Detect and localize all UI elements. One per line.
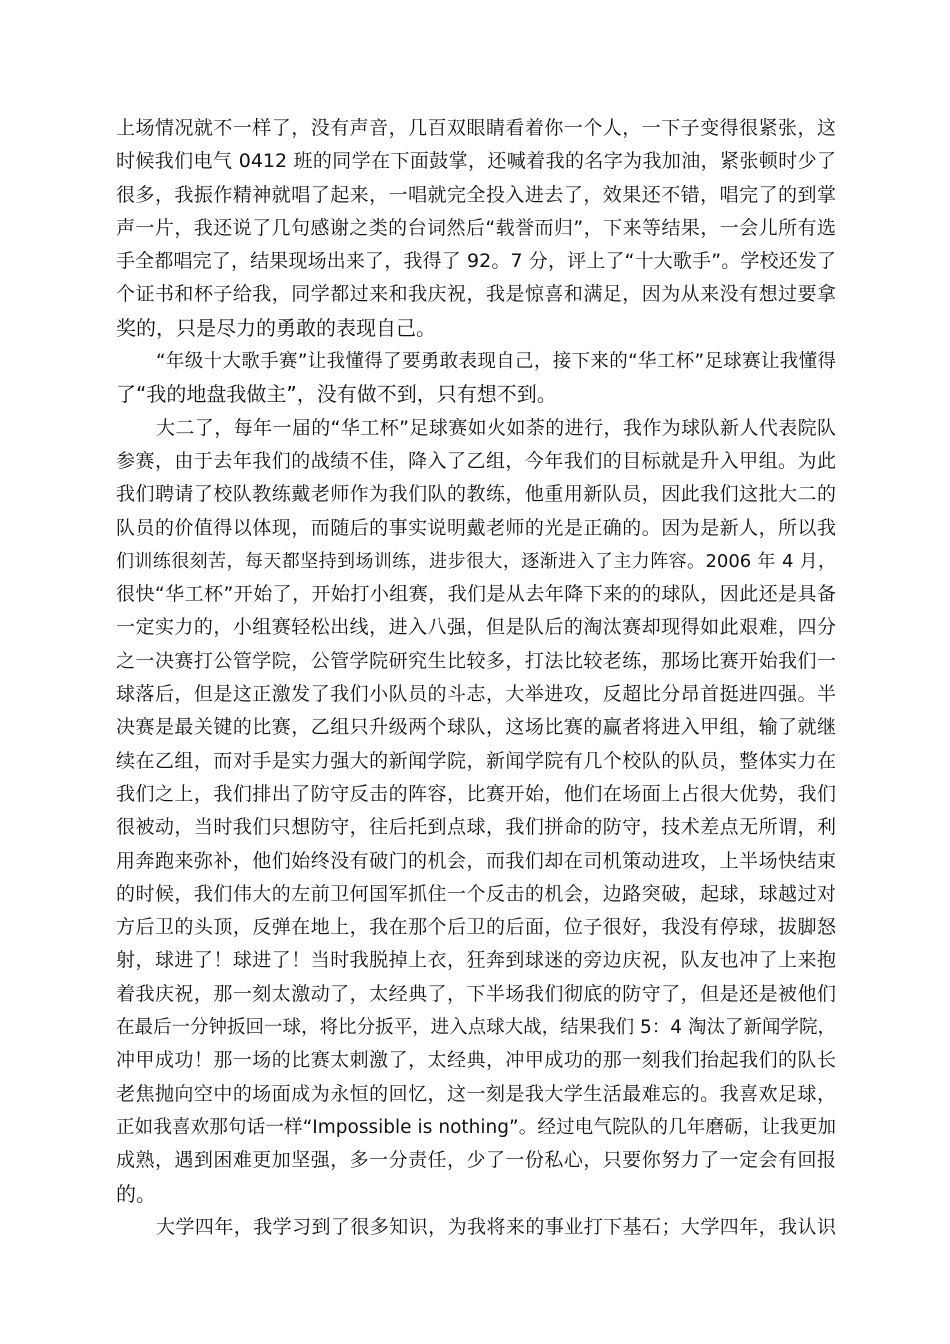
text-line: 续在乙组，而对手是实力强大的新闻学院，新闻学院有几个校队的队员，整体实力在 — [116, 749, 836, 772]
text-line: 老焦抛向空中的场面成为永恒的回忆，这一刻是我大学生活最难忘的。我喜欢足球， — [116, 1082, 836, 1105]
text-line: 声一片，我还说了几句感谢之类的台词然后“载誉而归”，下来等结果，一会儿所有选 — [116, 216, 836, 239]
text-line: 着我庆祝，那一刻太激动了，太经典了，下半场我们彻底的防守了，但是还是被他们 — [116, 982, 836, 1005]
text-line: 在最后一分钟扳回一球，将比分扳平，进入点球大战，结果我们 5：4 淘汰了新闻学院， — [116, 1017, 836, 1039]
text-line: 用奔跑来弥补，他们始终没有破门的机会，而我们却在司机策动进攻，上半场快结束 — [116, 849, 836, 872]
text-line: 大学四年，我学习到了很多知识，为我将来的事业打下基石；大学四年，我认识 — [156, 1215, 836, 1238]
text-line: 时候我们电气 0412 班的同学在下面鼓掌，还喊着我的名字为我加油，紧张顿时少了 — [116, 150, 836, 173]
text-line: 球落后，但是这正激发了我们小队员的斗志，大举进攻，反超比分昂首挺进四强。半 — [116, 683, 836, 706]
text-line: 参赛，由于去年我们的战绩不佳，降入了乙组，今年我们的目标就是升入甲组。为此 — [116, 449, 836, 472]
text-line: 射，球进了！球进了！当时我脱掉上衣，狂奔到球迷的旁边庆祝，队友也冲了上来抱 — [116, 949, 836, 972]
text-line: 个证书和杯子给我，同学都过来和我庆祝，我是惊喜和满足，因为从来没有想过要拿 — [116, 283, 836, 306]
text-line: 冲甲成功！那一场的比赛太刺激了，太经典，冲甲成功的那一刻我们抬起我们的队长 — [116, 1049, 836, 1072]
text-line: 手全都唱完了，结果现场出来了，我得了 92。7 分，评上了“十大歌手”。学校还发了 — [116, 250, 836, 273]
text-line: 的。 — [116, 1181, 156, 1206]
text-line: 决赛是最关键的比赛，乙组只升级两个球队，这场比赛的赢者将进入甲组，输了就继 — [116, 716, 836, 739]
text-line: 很被动，当时我们只想防守，往后托到点球，我们拼命的防守，技术差点无所谓，利 — [116, 816, 836, 839]
text-line: 上场情况就不一样了，没有声音，几百双眼睛看着你一个人，一下子变得很紧张，这 — [116, 117, 836, 139]
text-line: 大二了，每年一届的“华工杯”足球赛如火如荼的进行，我作为球队新人代表院队 — [156, 416, 836, 439]
text-line: 的时候，我们伟大的左前卫何国军抓住一个反击的机会，边路突破，起球，球越过对 — [116, 882, 836, 905]
document-page — [116, 112, 836, 1244]
text-line: 正如我喜欢那句话一样“Impossible is nothing”。经过电气院队的几年磨砺，让我更加 — [116, 1116, 836, 1138]
text-line: 奖的，只是尽力的勇敢的表现自己。 — [116, 315, 436, 340]
text-line: 很多，我振作精神就唱了起来，一唱就完全投入进去了，效果还不错，唱完了的到掌 — [116, 183, 836, 206]
text-line: 队员的价值得以体现，而随后的事实说明戴老师的光是正确的。因为是新人，所以我 — [116, 516, 836, 539]
text-line: 之一决赛打公管学院，公管学院研究生比较多，打法比较老练，那场比赛开始我们一 — [116, 649, 836, 672]
text-line: 一定实力的，小组赛轻松出线，进入八强，但是队后的淘汰赛却现得如此艰难，四分 — [116, 616, 836, 639]
text-line: 方后卫的头顶，反弹在地上，我在那个后卫的后面，位子很好，我没有停球，拔脚怒 — [116, 916, 836, 939]
text-line: 成熟，遇到困难更加坚强，多一分责任，少了一份私心，只要你努力了一定会有回报 — [116, 1149, 836, 1172]
text-line: 我们之上，我们排出了防守反击的阵容，比赛开始，他们在场面上占很大优势，我们 — [116, 782, 836, 805]
text-line: 们训练很刻苦，每天都坚持到场训练，进步很大，逐渐进入了主力阵容。2006 年 4 月， — [116, 550, 836, 572]
text-line: 了“我的地盘我做主”，没有做不到，只有想不到。 — [116, 382, 557, 407]
text-line: 我们聘请了校队教练戴老师作为我们队的教练，他重用新队员，因此我们这批大二的 — [116, 483, 836, 506]
text-line: 很快“华工杯”开始了，开始打小组赛，我们是从去年降下来的的球队，因此还是具备 — [116, 583, 836, 606]
text-line: “年级十大歌手赛”让我懂得了要勇敢表现自己，接下来的“华工杯”足球赛让我懂得 — [156, 351, 836, 373]
